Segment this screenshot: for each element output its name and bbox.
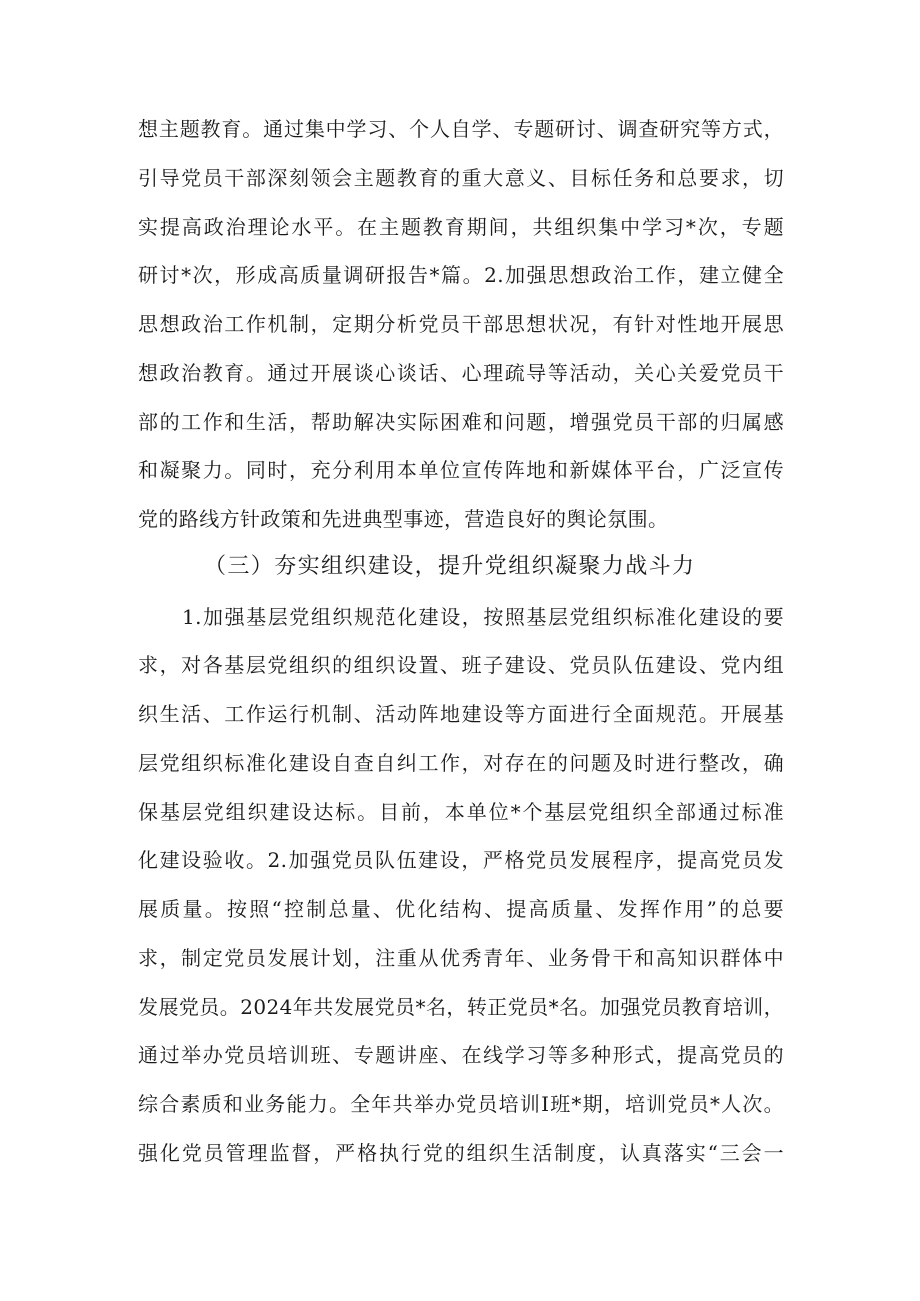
text-line: 实提高政治理论水平。在主题教育期间，共组织集中学习*次，专题 [138,214,784,239]
text-line: 思想政治工作机制，定期分析党员干部思想状况，有针对性地开展思 [138,312,784,336]
text-line: 部的工作和生活，帮助解决实际困难和问题，增强党员干部的归属感 [138,409,784,434]
text-line: 求，对各基层党组织的组织设置、班子建设、党员队伍建设、党内组 [138,653,784,678]
text-line: 求，制定党员发展计划，注重从优秀青年、业务骨干和高知识群体中 [138,945,784,970]
text-line: 化建设验收。2.加强党员队伍建设，严格党员发展程序，提高党员发 [138,848,784,873]
text-line: 1.加强基层党组织规范化建设，按照基层党组织标准化建设的要 [182,604,784,629]
section-heading: （三）夯实组织建设，提升党组织凝聚力战斗力 [204,553,696,579]
document-body [138,111,784,1184]
text-line: 展质量。按照“控制总量、优化结构、提高质量、发挥作用”的总要 [138,897,784,921]
text-line: 想政治教育。通过开展谈心谈话、心理疏导等活动，关心关爱党员干 [138,360,784,385]
text-line: 引导党员干部深刻领会主题教育的重大意义、目标任务和总要求，切 [138,165,784,190]
text-line: 保基层党组织建设达标。目前，本单位*个基层党组织全部通过标准 [138,799,784,824]
text-line: 强化党员管理监督，严格执行党的组织生活制度，认真落实“三会一 [138,1140,784,1165]
text-line: 党的路线方针政策和先进典型事迹，营造良好的舆论氛围。 [138,507,669,531]
text-line: 通过举办党员培训班、专题讲座、在线学习等多种形式，提高党员的 [138,1043,784,1068]
text-line: 研讨*次，形成高质量调研报告*篇。2.加强思想政治工作，建立健全 [138,263,784,288]
text-line: 想主题教育。通过集中学习、个人自学、专题研讨、调查研究等方式， [138,117,784,141]
text-line: 发展党员。2024年共发展党员*名，转正党员*名。加强党员教育培训， [138,994,784,1019]
text-line: 综合素质和业务能力。全年共举办党员培训I班*期，培训党员*人次。 [138,1092,784,1116]
text-line: 层党组织标准化建设自查自纠工作，对存在的问题及时进行整改，确 [138,750,784,775]
text-line: 织生活、工作运行机制、活动阵地建设等方面进行全面规范。开展基 [138,702,784,726]
text-line: 和凝聚力。同时，充分利用本单位宣传阵地和新媒体平台，广泛宣传 [138,458,784,483]
